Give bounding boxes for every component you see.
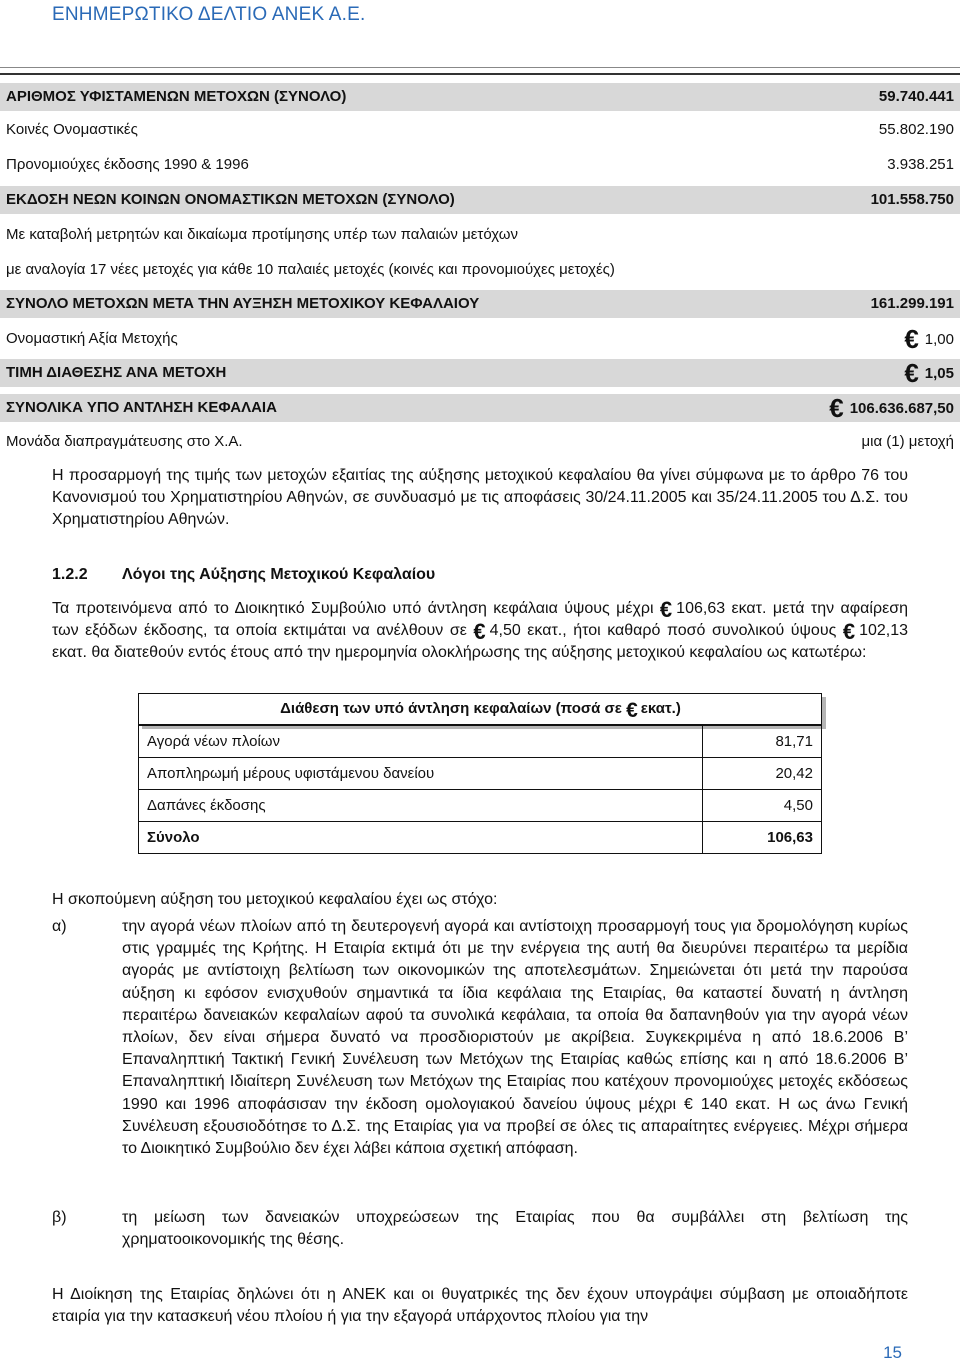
table-cell-label: Σύνολο xyxy=(139,822,703,854)
summary-label: ΕΚΔΟΣΗ ΝΕΩΝ ΚΟΙΝΩΝ ΟΝΟΜΑΣΤΙΚΩΝ ΜΕΤΟΧΩΝ (ΣΥΝΟΛΟ) xyxy=(6,191,455,208)
header-rule-thin xyxy=(0,67,960,68)
summary-row-total-shares xyxy=(0,290,960,318)
table-cell-label: Δαπάνες έκδοσης xyxy=(139,790,703,822)
summary-row-cash-payment xyxy=(0,221,960,249)
euro-icon: € xyxy=(829,393,844,423)
list-text: την αγορά νέων πλοίων από τη δευτερογενή αγορά και αντίστοιχη προσαρμογή τους για δρομολόγηση κυρίως στις γραμμές της Κρήτης. Η Εταιρία εκτιμά ότι με την ενέργεια της αυτή θα διευρύνει περαιτέρω τα μερίδια αγοράς με αντίστοιχη βελτίωση των οικονομικών της αποτελεσμάτων. Σημειώνεται ότι μετά την παρούσα αύξηση κι εφόσον ενισχυθούν σημαντικά τα ίδια κεφάλαια της Εταιρίας, θα καταστεί δυνατή η άντληση περαιτέρω δανειακών κεφαλαίων αφού τα συνολικά κεφάλαια, τα οποία θα δαπανηθούν για την αγορά νέων πλοίων, δεν είναι σήμερα δυνατό να προσδιοριστούν με ακρίβεια. Συγκεκριμένα η από 18.6.2006 Β’ Επαναληπτική Τακτική Γενική Συνέλευση των Μετόχων της Εταιρίας καθώς επίσης και η από 18.6.2006 Β’ Επαναληπτική Ιδιαίτερη Συνέλευση των Μετόχων της Εταιρίας που κατέχουν προνομιούχες μετοχές εκδόσεως 1990 και 1996 αποφάσισαν την έκδοση ομολογιακού δανείου ύψους μέχρι € 140 εκατ. Η ως άνω Γενική Συνέλευση εξουσιοδότησε το Δ.Σ. της Εταιρίας για να προβεί σε όλες τις απαραίτητες ενέργειες. Μέχρι σήμερα το Διοικητικό Συμβούλιο δεν έχει λάβει κάποια σχετική απόφαση. xyxy=(122,918,908,1158)
summary-label: Κοινές Ονομαστικές xyxy=(6,121,138,138)
summary-row-nominal-value xyxy=(0,325,960,353)
summary-label: ΑΡΙΘΜΟΣ ΥΦΙΣΤΑΜΕΝΩΝ ΜΕΤΟΧΩΝ (ΣΥΝΟΛΟ) xyxy=(6,88,347,105)
summary-row-existing-shares xyxy=(0,83,960,111)
summary-row-common-shares xyxy=(0,116,960,144)
euro-icon: € xyxy=(659,597,673,622)
section-title: Λόγοι της Αύξησης Μετοχικού Κεφαλαίου xyxy=(122,566,436,583)
table-row xyxy=(139,758,822,790)
summary-value: 101.558.750 xyxy=(870,191,954,208)
reasons-paragraph: Τα προτεινόμενα από το Διοικητικό Συμβούλιο υπό άντληση κεφάλαια ύψους μέχρι € 106,63 εκατ. μετά την αφαίρεση των εξόδων έκδοσης, τα οποία εκτιμάται να ανέλθουν σε € 4,50 εκατ., ήτοι καθαρό ποσό συνολικού ύψους € 102,13 εκατ. θα διατεθούν εντός έτους από την ημερομηνία ολοκλήρωσης της αύξησης μετοχικού κεφαλαίου ως κατωτέρω: xyxy=(52,597,909,661)
header-rule-thick xyxy=(0,73,960,75)
euro-icon: € xyxy=(626,699,638,722)
summary-row-new-shares xyxy=(0,186,960,214)
closing-paragraph: Η Διοίκηση της Εταιρίας δηλώνει ότι η ΑΝΕΚ και οι θυγατρικές της δεν έχουν υπογράψει σύμβαση με οποιαδήποτε εταιρία για την κατασκευή νέου πλοίου ή για την εξαγορά υπάρχοντος πλοίου για την xyxy=(52,1286,908,1325)
document-header: ΕΝΗΜΕΡΩΤΙΚΟ ΔΕΛΤΙΟ ΑΝΕΚ Α.Ε. xyxy=(52,4,366,25)
table-cell-value: 81,71 xyxy=(703,726,822,758)
summary-label: με αναλογία 17 νέες μετοχές για κάθε 10 παλαιές μετοχές (κοινές και προνομιούχες μετοχές) xyxy=(6,261,615,278)
list-marker: α) xyxy=(52,918,67,935)
summary-value: 55.802.190 xyxy=(878,121,954,138)
allocation-table-title-edge xyxy=(821,693,822,725)
list-marker: β) xyxy=(52,1209,67,1226)
summary-value: 3.938.251 xyxy=(887,156,954,173)
summary-row-total-funds xyxy=(0,394,960,422)
summary-label: ΣΥΝΟΛΟ ΜΕΤΟΧΩΝ ΜΕΤΑ ΤΗΝ ΑΥΞΗΣΗ ΜΕΤΟΧΙΚΟΥ ΚΕΦΑΛΑΙΟΥ xyxy=(6,295,480,312)
summary-label: Προνομιούχες έκδοσης 1990 & 1996 xyxy=(6,156,249,173)
summary-value: 161.299.191 xyxy=(870,295,954,312)
section-heading xyxy=(52,566,435,584)
summary-label: Με καταβολή μετρητών και δικαίωμα προτίμησης υπέρ των παλαιών μετόχων xyxy=(6,226,518,243)
allocation-table xyxy=(138,725,822,854)
euro-icon: € xyxy=(904,358,919,388)
page-number: 15 xyxy=(883,1343,902,1362)
summary-row-ratio xyxy=(0,256,960,284)
summary-value: 1,00 xyxy=(924,331,954,348)
list-text: τη μείωση των δανειακών υποχρεώσεων της Εταιρίας που θα συμβάλλει στη βελτίωση της χρηματοοικονομικής της θέσης. xyxy=(122,1209,908,1249)
summary-row-offer-price xyxy=(0,359,960,387)
table-cell-label: Αποπληρωμή μέρους υφιστάμενου δανείου xyxy=(139,758,703,790)
objective-intro: Η σκοπούμενη αύξηση του μετοχικού κεφαλαίου έχει ως στόχο: xyxy=(52,891,498,908)
euro-icon: € xyxy=(473,619,486,644)
table-cell-value: 106,63 xyxy=(703,822,822,854)
summary-value: 1,05 xyxy=(924,365,954,382)
table-cell-value: 4,50 xyxy=(703,790,822,822)
allocation-table-title: Διάθεση των υπό άντληση κεφαλαίων (ποσά σε € εκατ.) xyxy=(138,693,822,725)
section-number: 1.2.2 xyxy=(52,566,88,583)
summary-label: ΤΙΜΗ ΔΙΑΘΕΣΗΣ ΑΝΑ ΜΕΤΟΧΗ xyxy=(6,364,227,381)
euro-icon: € xyxy=(904,324,919,354)
summary-value: 106.636.687,50 xyxy=(849,400,954,417)
table-row xyxy=(139,726,822,758)
summary-label: Μονάδα διαπραγμάτευσης στο Χ.Α. xyxy=(6,433,243,450)
summary-row-preferred-shares xyxy=(0,151,960,179)
euro-icon: € xyxy=(842,619,856,644)
table-row xyxy=(139,790,822,822)
summary-label: ΣΥΝΟΛΙΚΑ ΥΠΟ ΑΝΤΛΗΣΗ ΚΕΦΑΛΑΙΑ xyxy=(6,399,277,416)
table-cell-label: Αγορά νέων πλοίων xyxy=(139,726,703,758)
summary-label: Ονομαστική Αξία Μετοχής xyxy=(6,330,178,347)
table-cell-value: 20,42 xyxy=(703,758,822,790)
summary-value: μια (1) μετοχή xyxy=(861,433,954,450)
table-row-total xyxy=(139,822,822,854)
price-adjustment-paragraph: Η προσαρμογή της τιμής των μετοχών εξαιτίας της αύξησης μετοχικού κεφαλαίου θα γίνει σύμφωνα με το άρθρο 76 του Κανονισμού του Χρηματιστηρίου Αθηνών, σε συνδυασμό με τις αποφάσεις 30/24.11.2005 και 35/24.11.2005 του Δ.Σ. του Χρηματιστηρίου Αθηνών. xyxy=(52,467,908,528)
summary-row-trading-unit xyxy=(0,428,960,456)
summary-value: 59.740.441 xyxy=(878,88,954,105)
